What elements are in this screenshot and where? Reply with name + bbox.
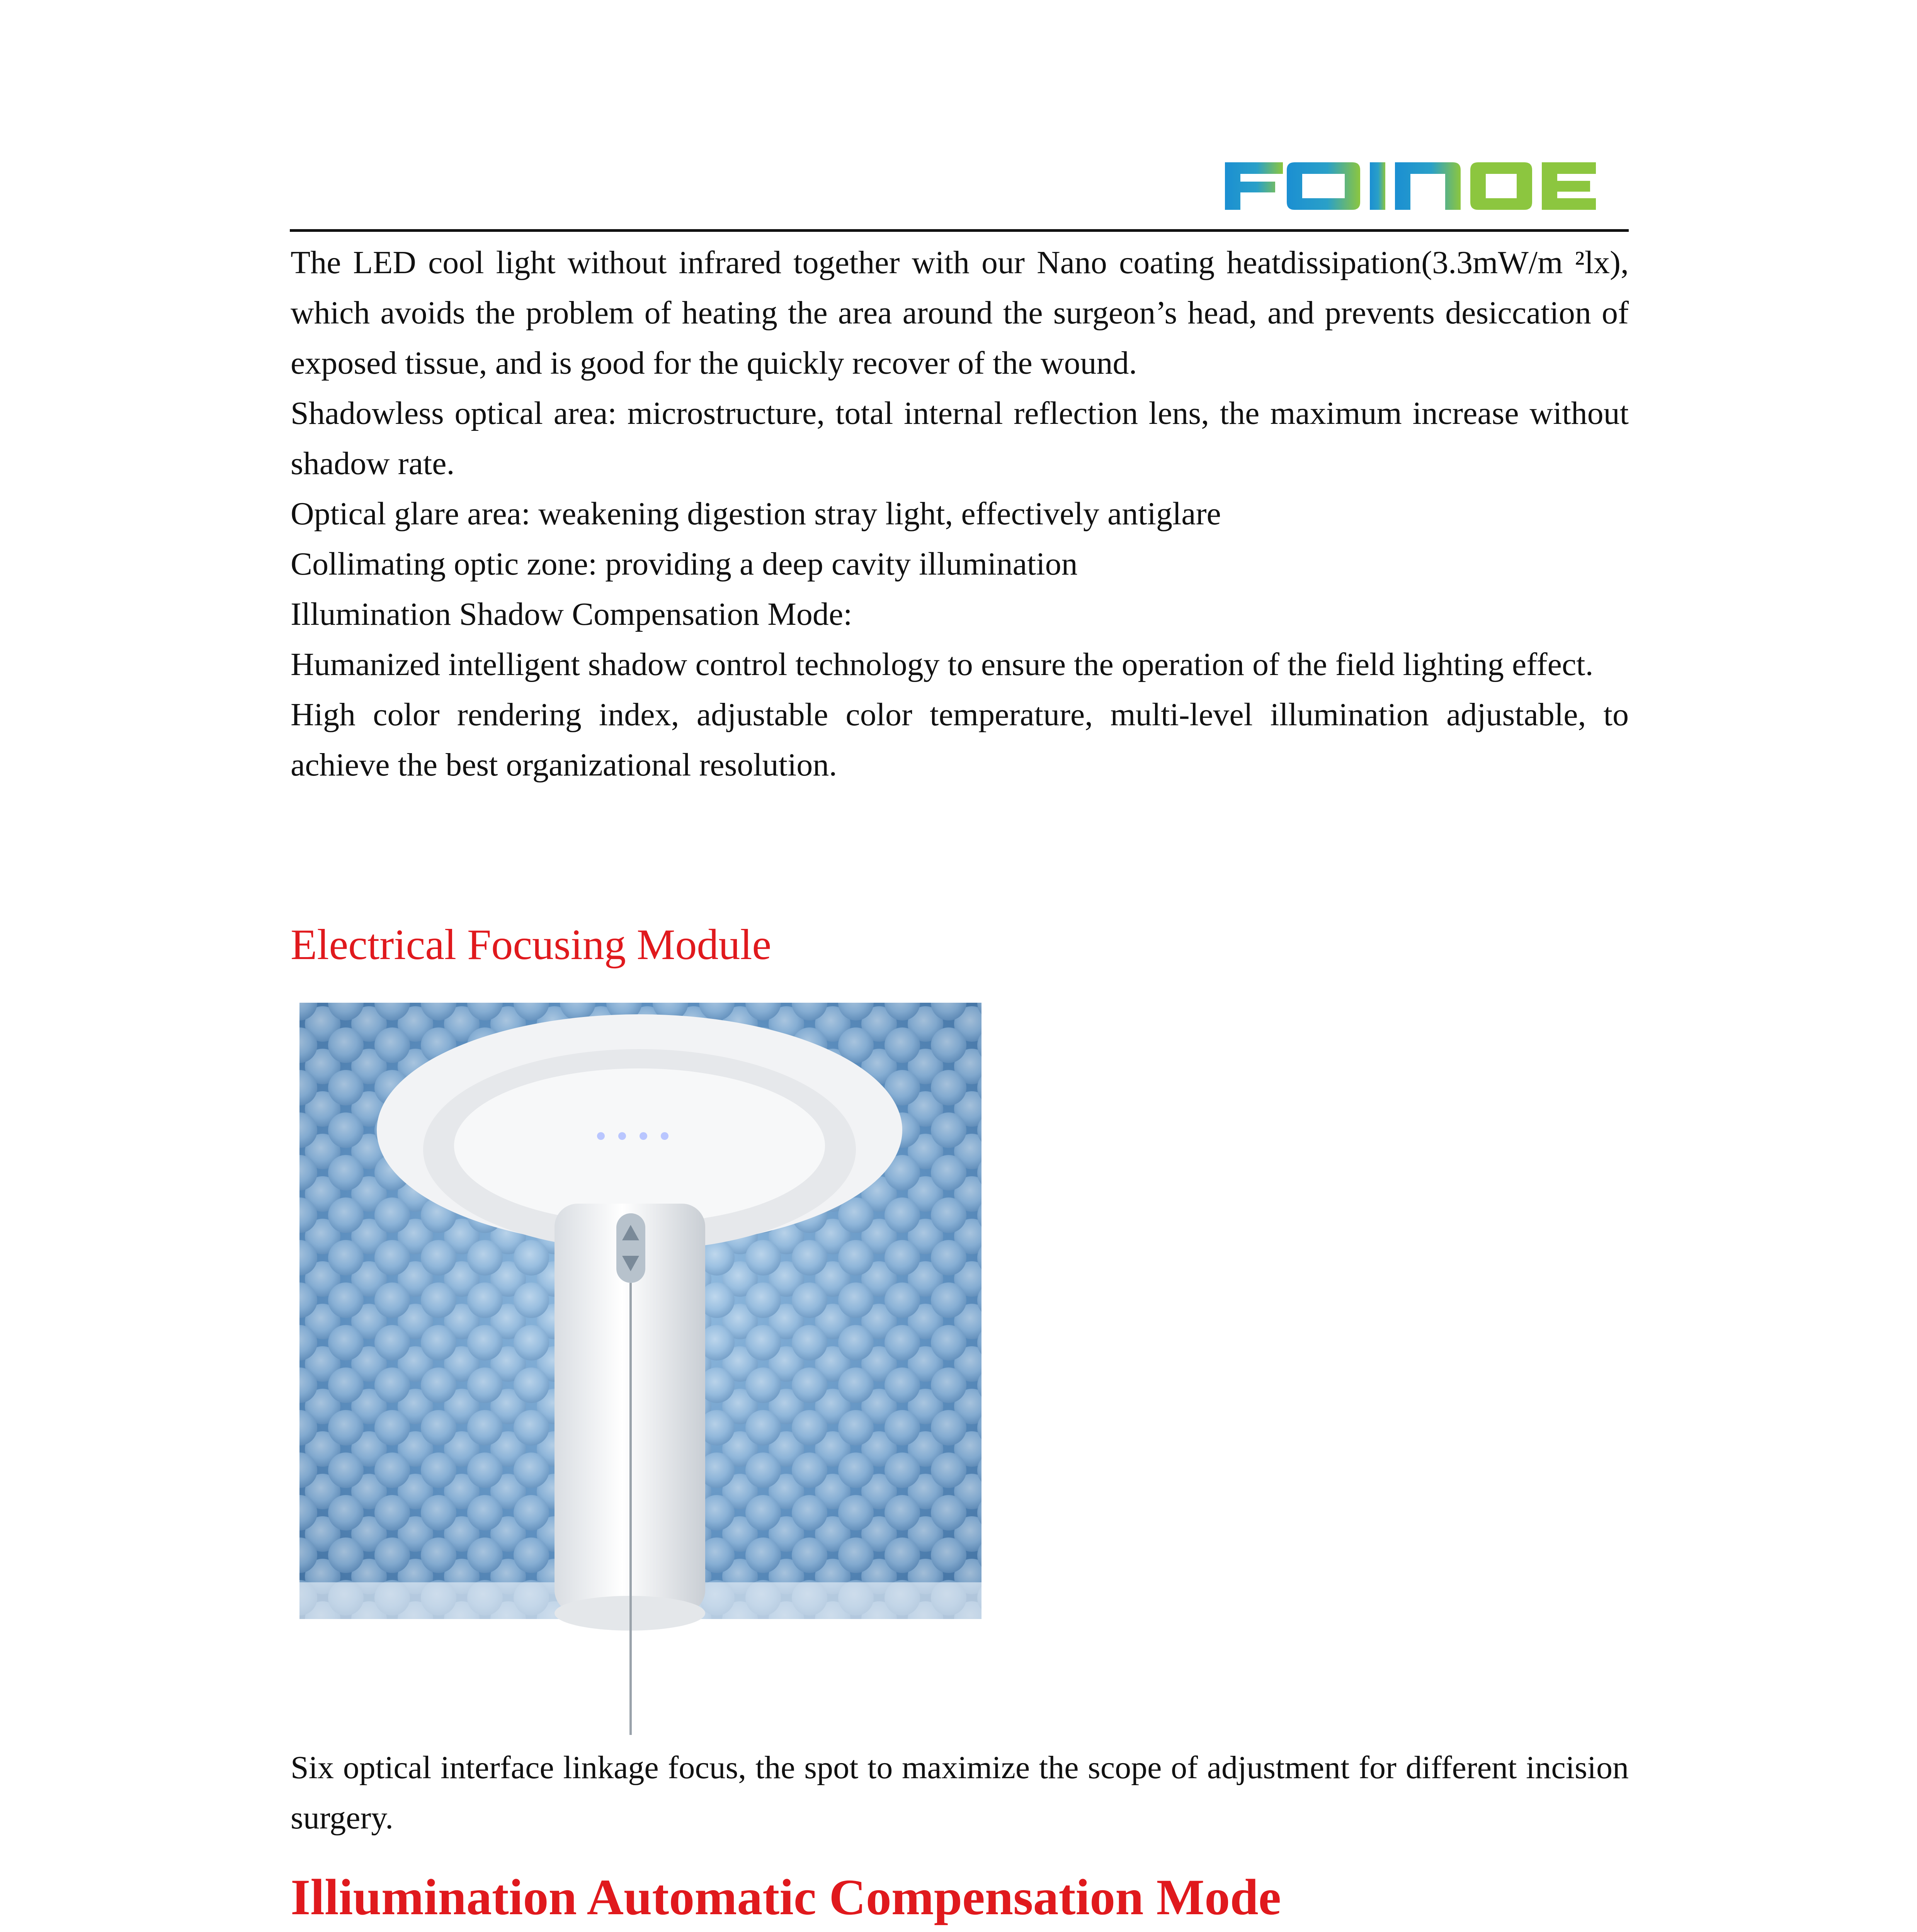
section-heading-electrical-focusing: Electrical Focusing Module <box>291 921 772 969</box>
paragraph: The LED cool light without infrared together with our Nano coating heatdissipation(3.3mW/m ²lx), which avoids the problem of heating the area around the surgeon’s head, and prevents desiccation of exposed tissue, and is good for the quickly recover of the wound. <box>291 245 1629 381</box>
paragraph: Optical glare area: weakening digestion stray light, effectively antiglare <box>291 496 1221 532</box>
header-rule <box>290 229 1629 232</box>
focusing-module-illustration <box>299 1003 981 1735</box>
caption-text: Six optical interface linkage focus, the spot to maximize the scope of adjustment for different incision surgery. <box>291 1750 1629 1836</box>
section-heading-automatic-compensation: Illiumination Automatic Compensation Mode <box>291 1869 1281 1925</box>
focusing-caption <box>291 1743 1629 1843</box>
focusing-module-photo <box>299 1003 981 1735</box>
foinoe-logo <box>1221 155 1600 213</box>
body-text <box>291 238 1629 790</box>
paragraph: Illumination Shadow Compensation Mode: <box>291 596 852 632</box>
paragraph: Collimating optic zone: providing a deep cavity illumination <box>291 546 1078 582</box>
foinoe-logo-graphic <box>1221 155 1600 213</box>
paragraph: Humanized intelligent shadow control technology to ensure the operation of the field lighting effect. <box>291 646 1594 682</box>
paragraph: High color rendering index, adjustable color temperature, multi-level illumination adjustable, to achieve the best organizational resolution. <box>291 697 1629 783</box>
paragraph: Shadowless optical area: microstructure, total internal reflection lens, the maximum increase without shadow rate. <box>291 395 1629 481</box>
